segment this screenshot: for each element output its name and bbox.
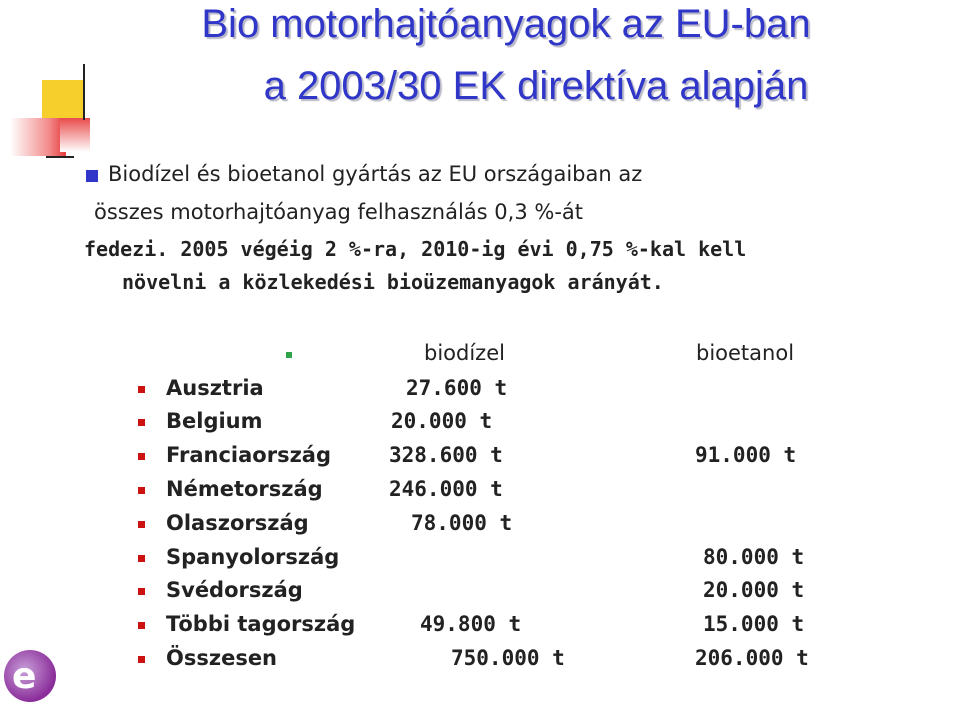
header-biodiesel: biodízel: [424, 341, 505, 365]
table-row: [0, 612, 960, 642]
row-bullet-icon: [138, 622, 145, 629]
row-country: Spanyolország: [166, 545, 340, 569]
row-bullet-icon: [138, 386, 145, 393]
row-country: Németország: [166, 477, 323, 501]
table-row: [0, 477, 960, 507]
table-row: [0, 646, 960, 676]
table-row: [0, 376, 960, 406]
row-bullet-icon: [138, 487, 145, 494]
slide-title-line1: Bio motorhajtóanyagok az EU-ban: [201, 2, 811, 46]
row-biodiesel: 750.000 t: [451, 646, 565, 670]
row-bullet-icon: [138, 588, 145, 595]
logo-letter: e: [12, 656, 37, 697]
paragraph-line2: összes motorhajtóanyag felhasználás 0,3 %-át: [94, 200, 584, 224]
row-country: Belgium: [166, 409, 263, 433]
row-bioethanol: 20.000 t: [703, 578, 805, 602]
row-bioethanol: 15.000 t: [703, 612, 805, 636]
row-bioethanol: 80.000 t: [703, 545, 805, 569]
row-biodiesel: 78.000 t: [411, 511, 513, 535]
row-biodiesel: 246.000 t: [389, 477, 503, 501]
row-biodiesel: 49.800 t: [420, 612, 522, 636]
table-row: [0, 409, 960, 439]
row-bullet-icon: [138, 656, 145, 663]
paragraph-line1: Biodízel és bioetanol gyártás az EU országaiban az: [108, 162, 643, 186]
row-biodiesel: 20.000 t: [391, 409, 493, 433]
slide-title-line2: a 2003/30 EK direktíva alapján: [263, 64, 809, 108]
row-country: Franciaország: [166, 443, 332, 467]
row-bullet-icon: [138, 521, 145, 528]
row-country: Svédország: [166, 578, 303, 602]
row-biodiesel: 328.600 t: [389, 443, 503, 467]
table-row: [0, 545, 960, 575]
row-bullet-icon: [138, 453, 145, 460]
paragraph-line3: fedezi. 2005 végéig 2 %-ra, 2010-ig évi 0,75 %-kal kell: [84, 237, 747, 261]
table-row: [0, 578, 960, 608]
table-row: [0, 511, 960, 541]
header-bioethanol: bioetanol: [696, 341, 795, 365]
paragraph-line4: növelni a közlekedési bioüzemanyagok arányát.: [122, 270, 664, 294]
row-country: Olaszország: [166, 511, 309, 535]
row-bioethanol: 206.000 t: [695, 646, 809, 670]
row-biodiesel: 27.600 t: [406, 376, 508, 400]
row-bullet-icon: [138, 555, 145, 562]
row-country: Ausztria: [166, 376, 264, 400]
table-row: [0, 443, 960, 473]
row-bioethanol: 91.000 t: [695, 443, 797, 467]
row-country: Többi tagország: [166, 612, 356, 636]
row-country: Összesen: [166, 646, 278, 670]
row-bullet-icon: [138, 419, 145, 426]
